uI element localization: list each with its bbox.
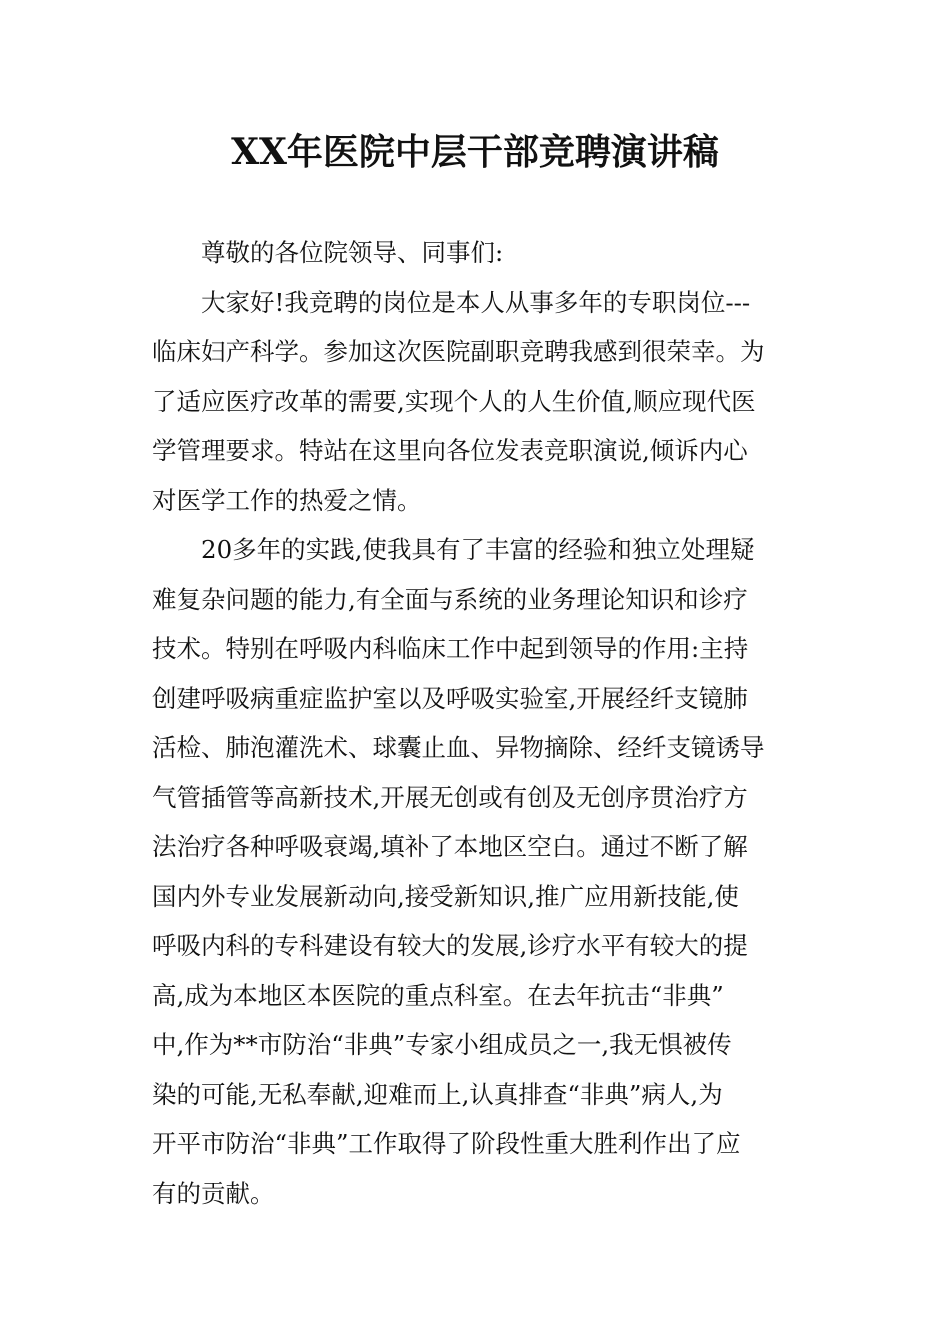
paragraph-2-line-3: 技术。特别在呼吸内科临床工作中起到领导的作用:主持 [152,634,749,663]
paragraph-2-line-5: 活检、肺泡灌洗术、球囊止血、异物摘除、经纤支镜诱导 [152,733,765,762]
paragraph-2-line-2: 难复杂问题的能力,有全面与系统的业务理论知识和诊疗 [152,584,748,614]
paragraph-2-line-11: 中,作为**市防治“非典”专家小组成员之一,我无惧被传 [152,1030,732,1059]
paragraph-2-line-12: 染的可能,无私奉献,迎难而上,认真排查“非典”病人,为 [152,1079,723,1109]
paragraph-1-line-5: 对医学工作的热爱之情。 [152,485,422,515]
paragraph-2-line-4: 创建呼吸病重症监护室以及呼吸实验室,开展经纤支镜肺 [152,683,748,713]
paragraph-1-line-3: 了适应医疗改革的需要,实现个人的人生价值,顺应现代医 [152,386,756,416]
paragraph-2-line-10: 高,成为本地区本医院的重点科室。在去年抗击“非典” [152,980,724,1010]
paragraph-1-line-1: 大家好!我竞聘的岗位是本人从事多年的专职岗位--- [201,287,751,317]
paragraph-2-line-7: 法治疗各种呼吸衰竭,填补了本地区空白。通过不断了解 [152,832,748,861]
paragraph-2-line-1: 20多年的实践,使我具有了丰富的经验和独立处理疑 [201,535,755,564]
paragraph-1-line-2: 临床妇产科学。参加这次医院副职竞聘我感到很荣幸。为 [152,337,765,366]
paragraph-2-line-8: 国内外专业发展新动向,接受新知识,推广应用新技能,使 [152,881,739,911]
paragraph-2-line-14: 有的贡献。 [152,1178,275,1208]
paragraph-2-line-13: 开平市防治“非典”工作取得了阶段性重大胜利作出了应 [152,1129,741,1158]
paragraph-1-line-4: 学管理要求。特站在这里向各位发表竞职演说,倾诉内心 [152,436,748,465]
paragraph-2-line-9: 呼吸内科的专科建设有较大的发展,诊疗水平有较大的提 [152,931,748,960]
document-body [152,228,792,1218]
salutation-line: 尊敬的各位院领导、同事们: [201,238,504,267]
paragraph-2-line-6: 气管插管等高新技术,开展无创或有创及无创序贯治疗方 [152,782,748,812]
document-title: XX年医院中层干部竞聘演讲稿 [231,131,719,173]
